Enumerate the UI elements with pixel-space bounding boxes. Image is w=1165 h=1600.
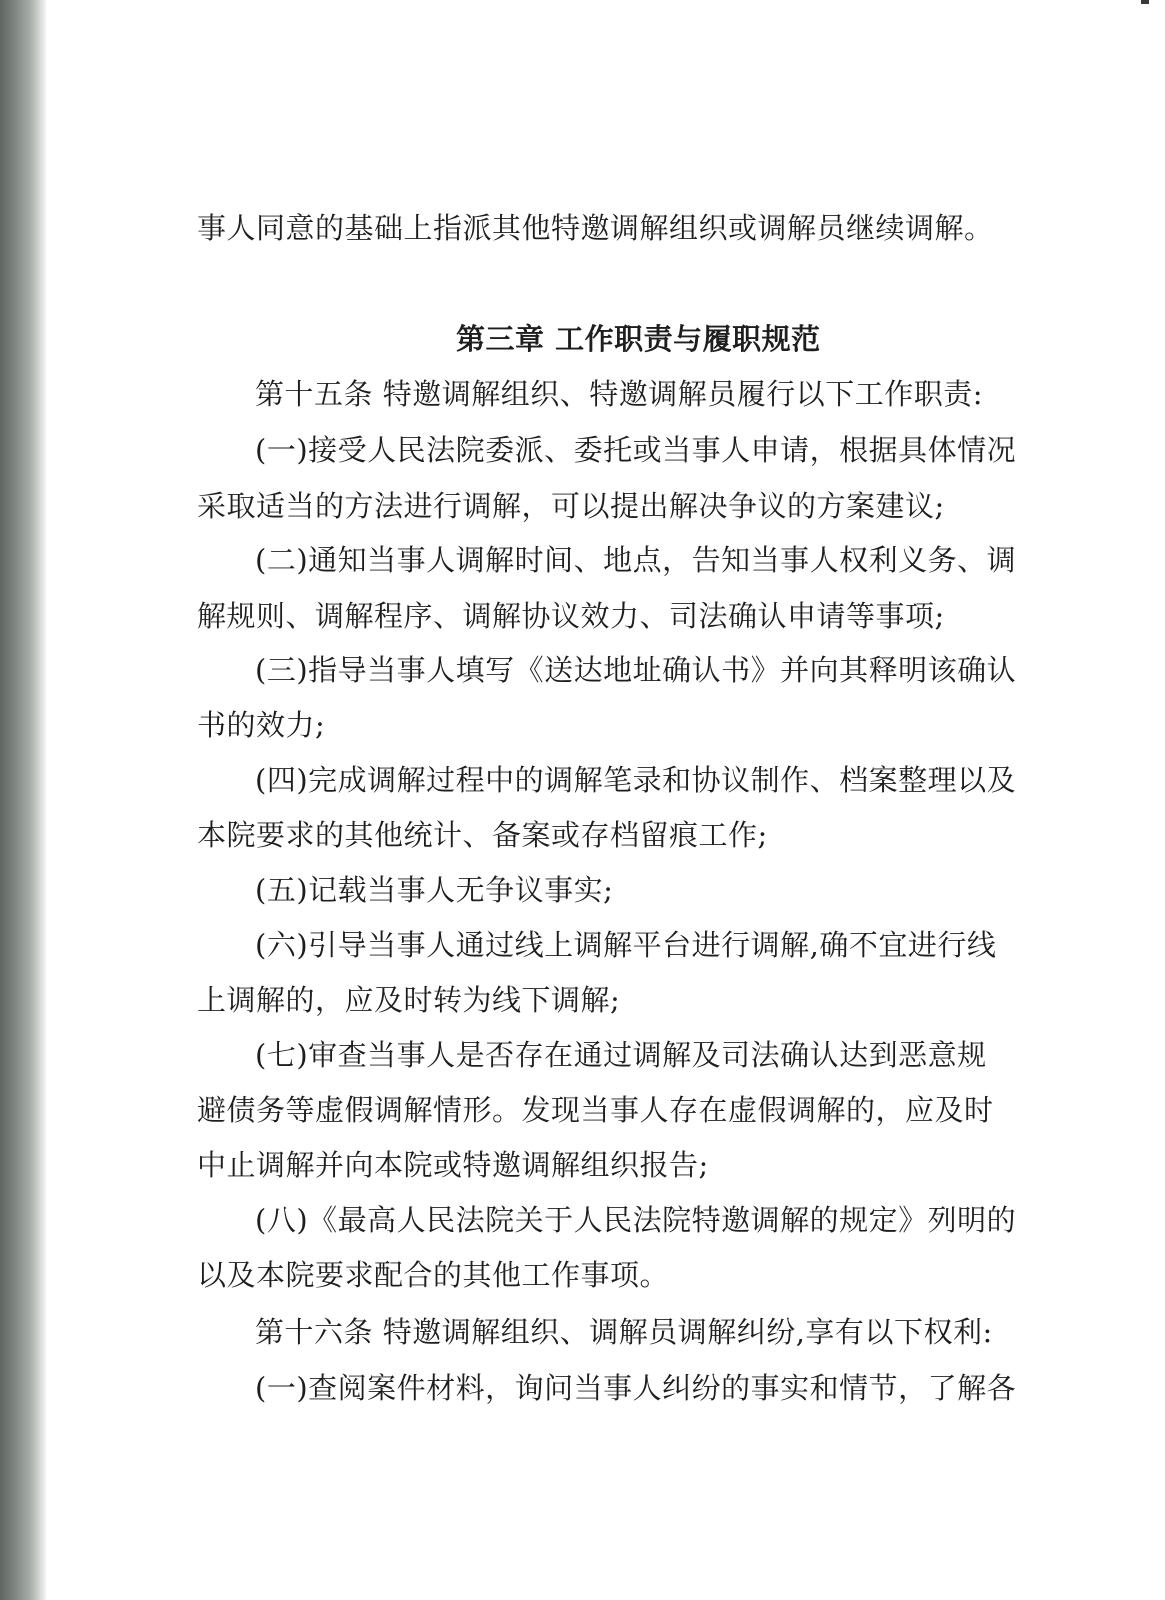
article-15-heading: 第十五条 特邀调解组织、特邀调解员履行以下工作职责:: [255, 377, 983, 411]
chapter-heading: 第三章 工作职责与履职规范: [456, 322, 821, 356]
text-line-9: (四)完成调解过程中的调解笔录和协议制作、档案整理以及: [255, 763, 1017, 797]
text-line-15: 避债务等虚假调解情形。发现当事人存在虚假调解的，应及时: [197, 1093, 994, 1127]
text-line-8: 书的效力;: [197, 708, 326, 742]
text-line-17: (八)《最高人民法院关于人民法院特邀调解的规定》列明的: [255, 1203, 1017, 1237]
text-line-11: (五)记载当事人无争议事实;: [255, 873, 614, 907]
article-16-heading: 第十六条 特邀调解组织、调解员调解纠纷,享有以下权利:: [255, 1315, 993, 1349]
text-line-3: (一)接受人民法院委派、委托或当事人申请，根据具体情况: [255, 433, 1017, 467]
text-line-10: 本院要求的其他统计、备案或存档留痕工作;: [197, 818, 768, 852]
text-line-20: (一)查阅案件材料，询问当事人纠纷的事实和情节，了解各: [255, 1371, 1017, 1405]
text-line-5: (二)通知当事人调解时间、地点，告知当事人权利义务、调: [255, 543, 1017, 577]
text-line-7: (三)指导当事人填写《送达地址确认书》并向其释明该确认: [255, 653, 1017, 687]
text-line-14: (七)审查当事人是否存在通过调解及司法确认达到恶意规: [255, 1038, 987, 1072]
text-line-4: 采取适当的方法进行调解，可以提出解决争议的方案建议;: [197, 489, 945, 523]
text-line-12: (六)引导当事人通过线上调解平台进行调解,确不宜进行线: [255, 928, 997, 962]
text-line-13: 上调解的，应及时转为线下调解;: [197, 983, 621, 1017]
text-line-1: 事人同意的基础上指派其他特邀调解组织或调解员继续调解。: [197, 211, 994, 245]
text-line-18: 以及本院要求配合的其他工作事项。: [197, 1258, 670, 1292]
text-line-16: 中止调解并向本院或特邀调解组织报告;: [197, 1148, 709, 1182]
scan-corner-mark: [1141, 0, 1149, 4]
text-line-6: 解规则、调解程序、调解协议效力、司法确认申请等事项;: [197, 599, 945, 633]
scan-edge-shadow: [0, 0, 46, 1600]
